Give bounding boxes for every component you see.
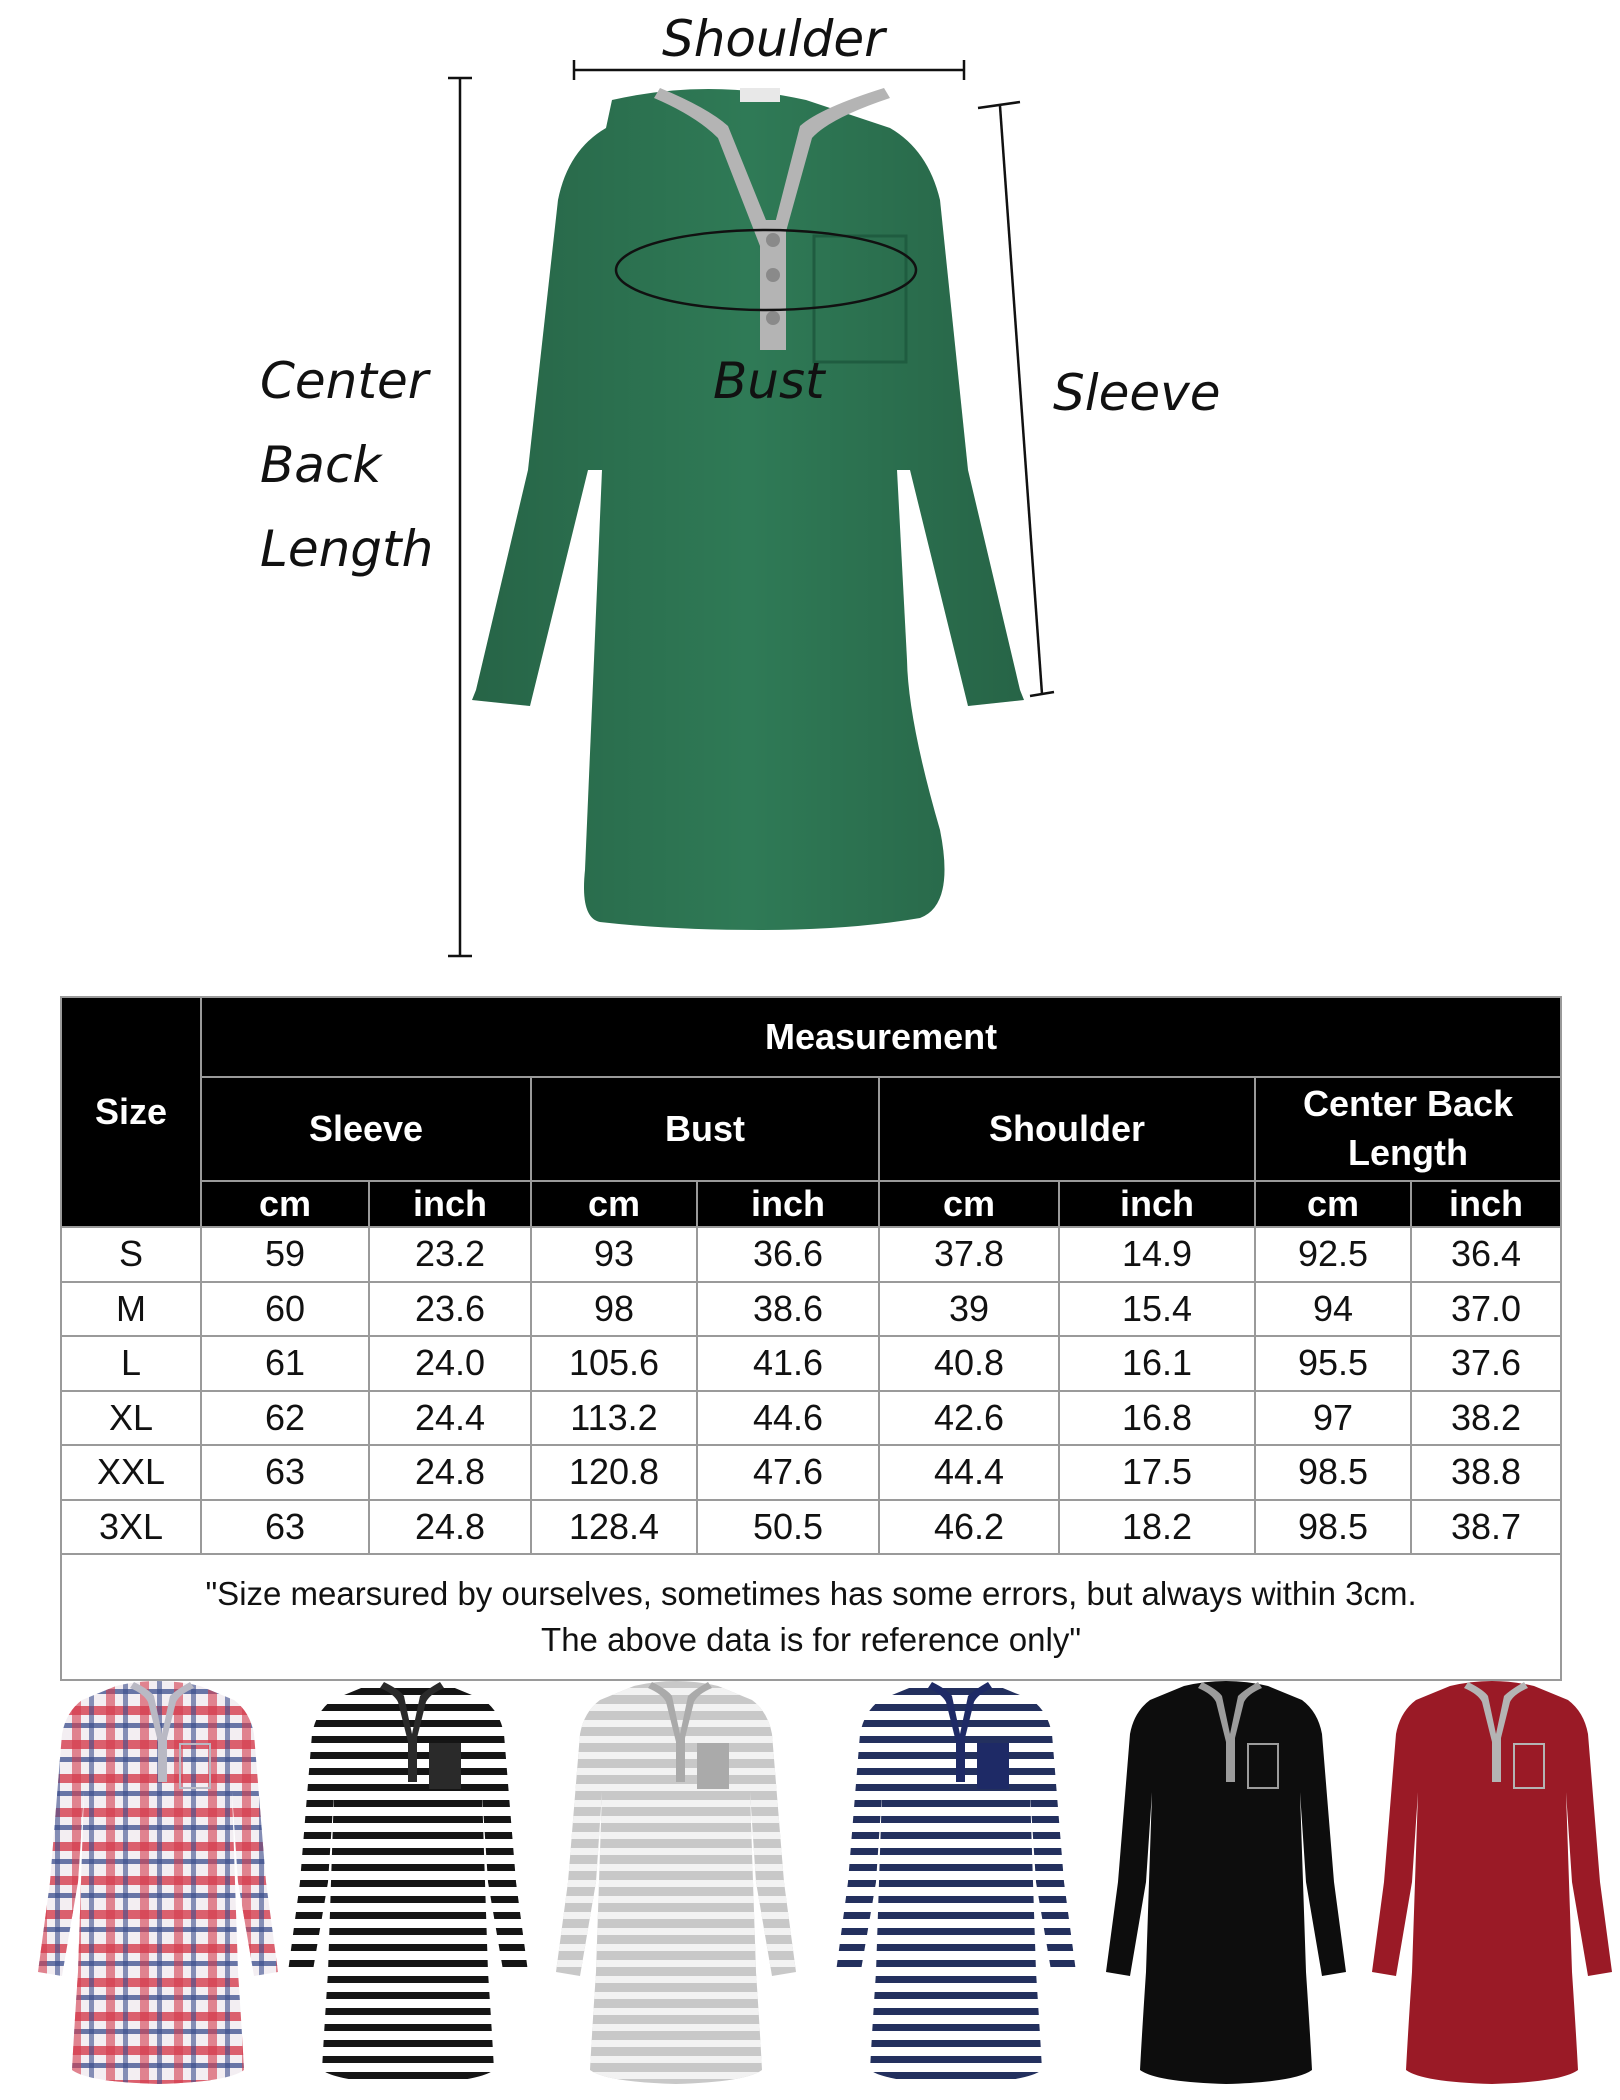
black-white-stripe-variant-illustration	[288, 1672, 528, 2092]
table-row	[61, 1282, 1561, 1337]
center-back-length-label-line2: Back	[260, 436, 382, 494]
unit-header: inch	[1411, 1181, 1561, 1227]
table-cell: 128.4	[531, 1500, 697, 1555]
variant-thumbnail-black[interactable]	[1106, 1672, 1346, 2092]
table-cell: 38.7	[1411, 1500, 1561, 1555]
unit-header: inch	[369, 1181, 531, 1227]
bust-group-header: Bust	[531, 1077, 879, 1181]
wine-red-variant-illustration	[1372, 1672, 1612, 2092]
table-cell: 92.5	[1255, 1227, 1411, 1282]
table-row	[61, 1500, 1561, 1555]
bust-label: Bust	[713, 352, 825, 410]
table-cell: 39	[879, 1282, 1059, 1337]
black-variant-illustration	[1106, 1672, 1346, 2092]
main-dress	[472, 88, 1024, 930]
table-cell: 50.5	[697, 1500, 879, 1555]
unit-header: cm	[879, 1181, 1059, 1227]
table-cell: 16.8	[1059, 1391, 1255, 1446]
table-cell: 60	[201, 1282, 369, 1337]
size-cell: XXL	[61, 1445, 201, 1500]
unit-header: cm	[201, 1181, 369, 1227]
table-cell: 94	[1255, 1282, 1411, 1337]
unit-header: inch	[697, 1181, 879, 1227]
table-cell: 36.6	[697, 1227, 879, 1282]
grey-white-stripe-variant-illustration	[556, 1672, 796, 2092]
table-cell: 63	[201, 1445, 369, 1500]
table-cell: 63	[201, 1500, 369, 1555]
shoulder-group-header: Shoulder	[879, 1077, 1255, 1181]
center-back-length-label-line3: Length	[260, 520, 434, 578]
table-cell: 38.8	[1411, 1445, 1561, 1500]
table-cell: 24.8	[369, 1500, 531, 1555]
size-cell: S	[61, 1227, 201, 1282]
variant-thumbnail-wine-red[interactable]	[1372, 1672, 1612, 2092]
table-cell: 37.8	[879, 1227, 1059, 1282]
sleeve-label: Sleeve	[1053, 364, 1221, 422]
table-cell: 14.9	[1059, 1227, 1255, 1282]
table-cell: 93	[531, 1227, 697, 1282]
table-cell: 38.6	[697, 1282, 879, 1337]
table-row	[61, 1227, 1561, 1282]
table-cell: 16.1	[1059, 1336, 1255, 1391]
unit-header: cm	[531, 1181, 697, 1227]
table-cell: 98.5	[1255, 1445, 1411, 1500]
table-cell: 40.8	[879, 1336, 1059, 1391]
table-cell: 24.0	[369, 1336, 531, 1391]
table-cell: 23.2	[369, 1227, 531, 1282]
measurement-header: Measurement	[201, 997, 1561, 1077]
table-cell: 15.4	[1059, 1282, 1255, 1337]
plaid-variant-illustration	[38, 1672, 278, 2092]
table-cell: 37.0	[1411, 1282, 1561, 1337]
center-back-length-label-line1: Center	[260, 352, 429, 410]
size-cell: XL	[61, 1391, 201, 1446]
garment-illustration	[0, 0, 1620, 980]
table-cell: 36.4	[1411, 1227, 1561, 1282]
shoulder-label: Shoulder	[662, 10, 885, 68]
measurement-diagram	[0, 0, 1620, 980]
table-cell: 38.2	[1411, 1391, 1561, 1446]
sleeve-group-header: Sleeve	[201, 1077, 531, 1181]
table-cell: 41.6	[697, 1336, 879, 1391]
table-cell: 120.8	[531, 1445, 697, 1500]
table-cell: 18.2	[1059, 1500, 1255, 1555]
size-chart-table	[60, 996, 1562, 1681]
table-cell: 44.6	[697, 1391, 879, 1446]
table-row	[61, 1336, 1561, 1391]
table-cell: 105.6	[531, 1336, 697, 1391]
table-cell: 24.4	[369, 1391, 531, 1446]
table-cell: 98	[531, 1282, 697, 1337]
table-cell: 46.2	[879, 1500, 1059, 1555]
table-cell: 59	[201, 1227, 369, 1282]
size-cell: M	[61, 1282, 201, 1337]
table-cell: 17.5	[1059, 1445, 1255, 1500]
table-cell: 113.2	[531, 1391, 697, 1446]
size-cell: L	[61, 1336, 201, 1391]
unit-header: cm	[1255, 1181, 1411, 1227]
variant-thumbnail-black-stripe[interactable]	[288, 1672, 528, 2092]
table-row	[61, 1445, 1561, 1500]
table-row	[61, 1391, 1561, 1446]
table-cell: 98.5	[1255, 1500, 1411, 1555]
navy-white-stripe-variant-illustration	[836, 1672, 1076, 2092]
table-cell: 23.6	[369, 1282, 531, 1337]
table-cell: 47.6	[697, 1445, 879, 1500]
note-line-2: The above data is for reference only"	[541, 1621, 1082, 1658]
note-row	[61, 1554, 1561, 1680]
table-cell: 62	[201, 1391, 369, 1446]
brand-tag	[740, 88, 780, 102]
size-column-header: Size	[61, 997, 201, 1227]
table-cell: 42.6	[879, 1391, 1059, 1446]
variant-thumbnail-plaid[interactable]	[38, 1672, 278, 2092]
size-cell: 3XL	[61, 1500, 201, 1555]
table-cell: 61	[201, 1336, 369, 1391]
table-cell: 24.8	[369, 1445, 531, 1500]
unit-header: inch	[1059, 1181, 1255, 1227]
note-line-1: "Size mearsured by ourselves, sometimes has some errors, but always within 3cm.	[205, 1574, 1417, 1612]
size-disclaimer-note	[61, 1554, 1561, 1680]
variant-thumbnail-navy-stripe[interactable]	[836, 1672, 1076, 2092]
table-cell: 95.5	[1255, 1336, 1411, 1391]
center-back-length-group-header: Center Back Length	[1255, 1077, 1561, 1181]
table-cell: 97	[1255, 1391, 1411, 1446]
table-cell: 37.6	[1411, 1336, 1561, 1391]
color-variants-strip	[0, 1672, 1620, 2092]
table-cell: 44.4	[879, 1445, 1059, 1500]
variant-thumbnail-grey-stripe[interactable]	[556, 1672, 796, 2092]
